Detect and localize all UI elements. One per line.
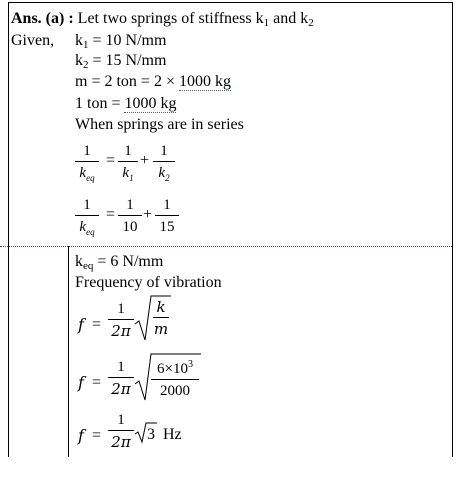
frame-left-border <box>8 2 9 457</box>
eq5-num: 1 <box>117 412 125 428</box>
series-text: When springs are in series <box>75 116 244 133</box>
eq2-lhs <box>75 196 99 241</box>
eq1-lhs-den-k: k <box>79 165 87 181</box>
eq2-t1-den: 10 <box>122 219 138 235</box>
k2-subscript: 2 <box>308 17 314 29</box>
eq3-root-frac <box>153 298 169 338</box>
eq1-t1-den-k: k <box>122 165 130 181</box>
answer-intro: Let two springs of stiffness k <box>77 10 264 27</box>
eq4-root-frac <box>151 356 199 400</box>
eq4-lhs: f <box>78 373 84 392</box>
mass-prefix: m = 2 ton = 2 × <box>75 73 179 90</box>
ton-value: 1000 kg <box>124 95 177 112</box>
k2-value: = 15 N/mm <box>88 52 167 69</box>
k1-value: = 10 N/mm <box>88 32 167 49</box>
eq1-lhs-den-sub: eq <box>86 173 95 183</box>
eq4-num: 1 <box>117 359 125 375</box>
keq-sub: eq <box>83 260 94 272</box>
k1-subscript: 1 <box>263 17 270 29</box>
eq2-equals: = <box>106 206 116 223</box>
answer-and: and k <box>269 10 309 27</box>
eq1-t1-den-sub: 1 <box>129 173 134 183</box>
frame-top-border <box>8 2 453 3</box>
eq5-den: 2π <box>111 433 131 451</box>
eq3-num: 1 <box>117 301 125 317</box>
answer-line <box>11 9 314 33</box>
eq2-term2 <box>155 196 179 236</box>
eq2-t1-num: 1 <box>126 197 134 213</box>
k2-symbol: k <box>75 52 83 69</box>
eq5-unit: Hz <box>163 426 182 443</box>
eq1-t2-num: 1 <box>160 143 168 159</box>
eq4-den: 2π <box>111 380 131 398</box>
eq4-root-den: 2000 <box>160 383 190 399</box>
eq2-t2-den: 15 <box>159 219 175 235</box>
eq1-term2 <box>153 142 175 187</box>
eq3-equals: = <box>92 316 102 333</box>
eq3-root-den: m <box>153 320 169 338</box>
eq1-t1-num: 1 <box>124 143 132 159</box>
eq2-lhs-den-k: k <box>79 219 87 235</box>
eq1-plus: + <box>140 152 150 169</box>
eq2-plus: + <box>143 206 153 223</box>
eq2-lhs-den-sub: eq <box>86 227 95 237</box>
eq5-equals: = <box>92 427 102 444</box>
eq1-equals: = <box>106 152 116 169</box>
eq5-root-value: 3 <box>147 426 155 443</box>
given-ton <box>75 94 176 113</box>
eq4-root-exp: 3 <box>187 359 193 370</box>
keq-value: = 6 N/mm <box>93 253 164 270</box>
eq4-root-base: 6×10 <box>157 361 188 377</box>
k1-sub: 1 <box>83 39 89 51</box>
freq-text: Frequency of vibration <box>75 274 222 291</box>
eq4-coeff <box>108 358 134 398</box>
eq1-t2-den-sub: 2 <box>165 173 170 183</box>
eq1-lhs-num: 1 <box>83 143 91 159</box>
eq1-t1-den <box>118 164 138 187</box>
eq1-t2-den-k: k <box>158 165 166 181</box>
page-break-rule <box>0 246 452 247</box>
eq2-lhs-den <box>75 218 99 241</box>
answer-prefix: Ans. (a) : <box>11 10 74 27</box>
given-mass <box>75 72 231 91</box>
eq1-term1 <box>118 142 138 187</box>
eq5-lhs: f <box>78 426 84 445</box>
k1-symbol: k <box>75 32 83 49</box>
eq2-lhs-num: 1 <box>83 197 91 213</box>
ton-prefix: 1 ton = <box>75 95 125 112</box>
eq1-lhs-den <box>75 164 99 187</box>
eq2-term1 <box>118 196 142 236</box>
eq3-root-num: k <box>156 298 166 316</box>
eq4-root-num <box>151 356 199 378</box>
given-label: Given, <box>11 32 55 49</box>
eq3-lhs: f <box>78 315 84 334</box>
eq1-t2-den <box>153 164 175 187</box>
frame-right-border <box>452 2 453 457</box>
eq3-den: 2π <box>111 322 131 340</box>
k2-sub: 2 <box>83 59 89 71</box>
keq-symbol: k <box>75 253 83 270</box>
eq5-coeff <box>108 411 134 451</box>
eq2-t2-num: 1 <box>163 197 171 213</box>
eq4-equals: = <box>92 374 102 391</box>
eq1-lhs <box>75 142 99 187</box>
inner-column-left-border <box>68 246 69 457</box>
eq3-coeff <box>108 300 134 340</box>
mass-value: 1000 kg <box>178 73 231 90</box>
